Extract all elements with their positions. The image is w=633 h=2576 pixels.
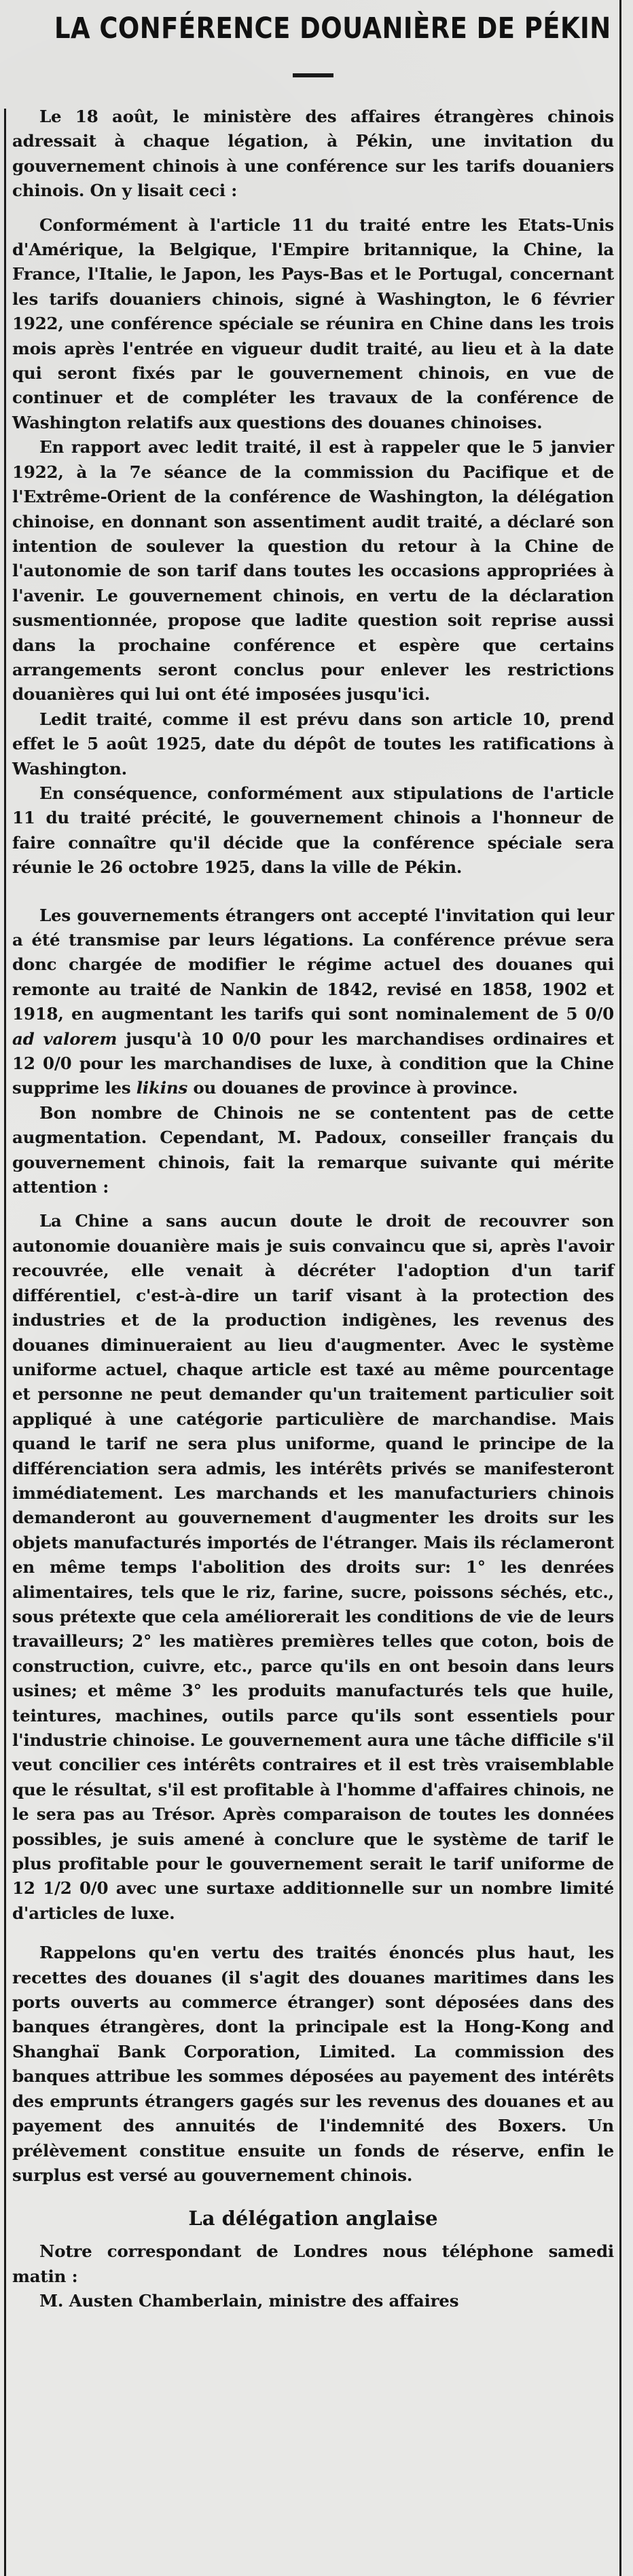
paragraph-chamberlain: M. Austen Chamberlain, ministre des affaires: [39, 2291, 459, 2311]
paragraph-text: jusqu'à 10 0/0 pour les marchandises ordinaires et 12 0/0 pour les marchandises de luxe, à condition que la Chine supprime les: [12, 1028, 614, 1098]
paragraph-treaty-quote: Conformément à l'article 11 du traité entre les Etats-Unis d'Amérique, la Belgique, l'Empire britannique, la Chine, la France, l'Italie, le Japon, les Pays-Bas et le Portugal, concernant les tarifs douaniers chinois, signé à Washington, le 6 février 1922, une conférence spéciale se réunira en Chine dans les trois mois après l'entrée en vigueur dudit traité, au lieu et à la date qui seront fixés par le gouvernement chinois, en vue de continuer et de compléter les travaux de la conférence de Washington relatifs aux questions des douanes chinoises.: [12, 214, 614, 432]
paragraph-washington-recall: En rapport avec ledit traité, il est à rappeler que le 5 janvier 1922, à la 7e séance de la commission du Pacifique et de l'Extrême-Orient de la conférence de Washington, la délégation chinoise, en donnant son assentiment audit traité, a déclaré son intention de soulever la question du retour à la Chine de l'autonomie de son tarif dans toutes les occasions appropriées à l'avenir. Le gouvernement chinois, en vertu de la déclaration susmentionnée, propose que ladite question soit reprise aussi dans la prochaine conférence et espère que certains arrangements seront conclus pour enlever les restrictions douanières qui lui ont été imposées jusqu'ici.: [12, 437, 614, 705]
italic-term: likins: [136, 1078, 188, 1098]
paragraph-padoux-quote: La Chine a sans aucun doute le droit de recouvrer son autonomie douanière mais je suis convaincu que si, après l'avoir recouvrée, elle venait à décréter l'adoption d'un tarif différentiel, c'est-à-dire un tarif visant à la protection des industries et de la production indigènes, les revenus des douanes diminueraient au lieu d'augmenter. Avec le système uniforme actuel, chaque article est taxé au même pourcentage et personne ne peut demander qu'un traitement particulier soit appliqué à une catégorie particulière de marchandise. Mais quand le tarif ne sera plus uniforme, quand le principe de la différenciation sera admis, les intérêts privés se manifesteront immédiatement. Les marchands et les manufacturiers chinois demanderont au gouvernement d'augmenter les droits sur les objets manufacturés importés de l'étranger. Mais ils réclameront en même temps l'abolition des droits sur: 1° les denrées alimentaires, tels que le riz, farine, sucre, poissons séchés, etc., sous prétexte que cela améliorerait les conditions de vie de leurs travailleurs; 2° les matières premières telles que coton, bois de construction, cuivre, etc., parce qu'ils en ont besoin dans leurs usines; et même 3° les produits manufacturés tels que huile, teintures, machines, outils parce qu'ils sont essentiels pour l'industrie chinoise. Le gouvernement aura une tâche difficile s'il veut concilier ces intérêts contraires et il est très vraisemblable que le résultat, s'il est profitable à l'homme d'affaires chinois, ne le sera pas au Trésor. Après comparaison de toutes les données possibles, je suis amené à conclure que le système de tarif le plus profitable pour le gouvernement serait le tarif uniforme de 12 1/2 0/0 avec une surtaxe additionnelle sur un nombre limité d'articles de luxe.: [12, 1211, 614, 1923]
italic-term: ad valorem: [12, 1028, 117, 1049]
headline-separator: [293, 73, 333, 77]
paragraph-foreign-governments: [12, 903, 614, 1101]
paragraph-treaty-effect: Ledit traité, comme il est prévu dans son article 10, prend effet le 5 août 1925, date du dépôt de toutes les ratifications à Washington.: [12, 709, 614, 779]
paragraph-london-correspondent: Notre correspondant de Londres nous téléphone samedi matin :: [12, 2241, 614, 2286]
spacer: [12, 204, 614, 213]
article-column: [12, 0, 614, 2314]
spacer: [12, 1199, 614, 1209]
paragraph-text: Les gouvernements étrangers ont accepté l'invitation qui leur a été transmise par leurs légations. La conférence prévue sera donc chargée de modifier le régime actuel des douanes qui remonte au traité de Nankin de 1842, revisé en 1858, 1902 et 1918, en augmentant les tarifs qui sont nominalement de 5 0/0: [12, 905, 614, 1024]
paragraph-intro: Le 18 août, le ministère des affaires étrangères chinois adressait à chaque légation, à Pékin, une invitation du gouvernement chinois à une conférence sur les tarifs douaniers chinois. On y lisait ceci :: [12, 107, 614, 201]
paragraph-padoux: Bon nombre de Chinois ne se contentent pas de cette augmentation. Cependant, M. Padoux, conseiller français du gouvernement chinois, fait la remarque suivante qui mérite attention :: [12, 1102, 614, 1197]
article-headline: LA CONFÉRENCE DOUANIÈRE DE PÉKIN: [54, 12, 611, 45]
spacer: [12, 880, 614, 903]
spacer: [12, 1926, 614, 1941]
column-rule-right: [619, 0, 621, 2576]
paragraph-customs-revenue: Rappelons qu'en vertu des traités énoncés plus haut, les recettes des douanes (il s'agit des douanes maritimes dans les ports ouverts au commerce étranger) sont déposées dans des banques étrangères, dont la principale est la Hong-Kong and Shanghaï Bank Corporation, Limited. La commission des banques attribue les sommes déposées au payement des intérêts des emprunts étrangers gagés sur les revenus des douanes et au payement des annuités de l'indemnité des Boxers. Un prélèvement constitue ensuite un fonds de réserve, enfin le surplus est versé au gouvernement chinois.: [12, 1943, 614, 2185]
paragraph-text: ou douanes de province à province.: [187, 1078, 518, 1098]
paragraph-conference-date: En conséquence, conformément aux stipulations de l'article 11 du traité précité, le gouvernement chinois a l'honneur de faire connaître qu'il décide que la conférence spéciale sera réunie le 26 octobre 1925, dans la ville de Pékin.: [12, 783, 614, 878]
section-subheading: La délégation anglaise: [188, 2207, 438, 2230]
column-rule-left: [4, 109, 6, 2576]
